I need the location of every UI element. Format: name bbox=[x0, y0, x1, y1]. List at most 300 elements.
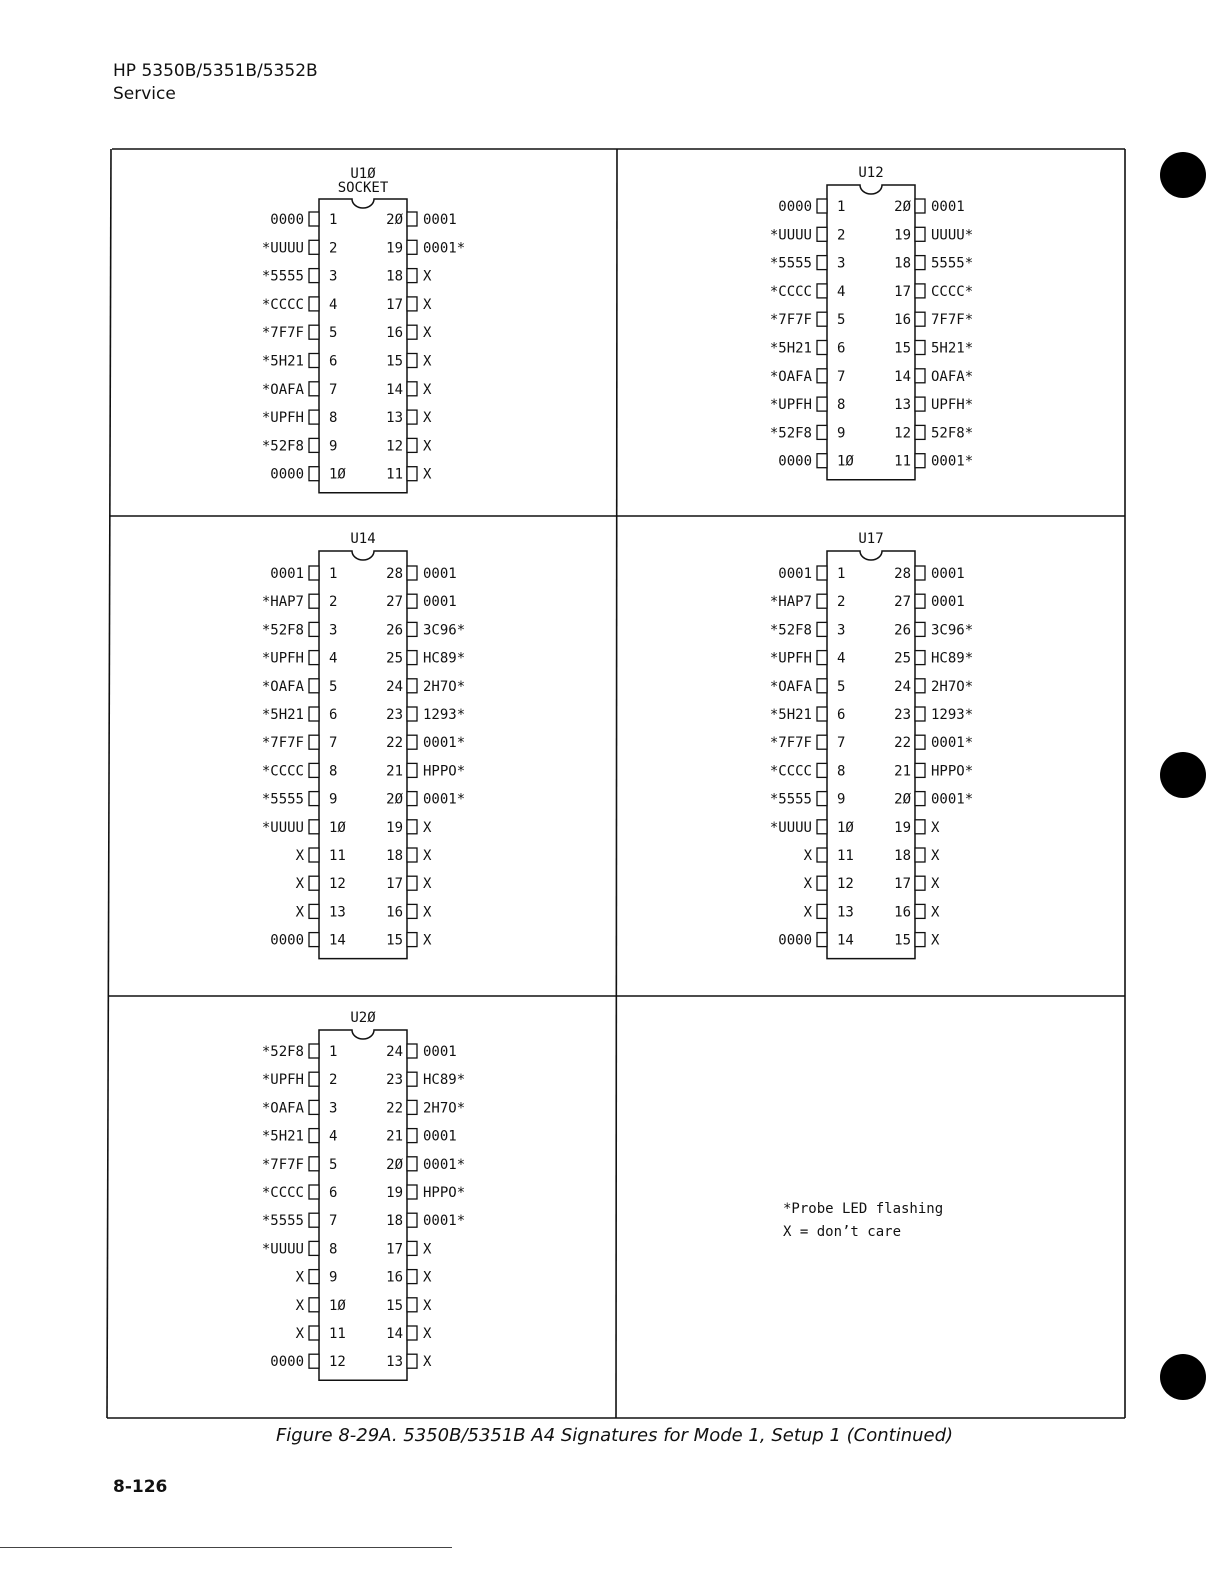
pin-signature: *CCCC bbox=[769, 763, 812, 780]
pin-signature: X bbox=[803, 876, 812, 893]
pin-square bbox=[309, 325, 319, 339]
pin-square bbox=[407, 297, 417, 311]
pin-square bbox=[915, 454, 925, 468]
pin-signature: X bbox=[423, 1269, 432, 1286]
pin-square bbox=[407, 1241, 417, 1255]
pin-signature: HPPO* bbox=[423, 763, 466, 780]
pin-number: 13 bbox=[386, 1354, 403, 1371]
pin-number: 3 bbox=[329, 1100, 338, 1117]
pin-signature: X bbox=[423, 932, 432, 949]
pin-square bbox=[309, 1044, 319, 1058]
pin-number: 7 bbox=[837, 368, 846, 385]
chip-sublabel: SOCKET bbox=[337, 180, 389, 196]
pin-signature: *OAFA bbox=[261, 381, 304, 398]
pin-number: 14 bbox=[386, 1326, 403, 1342]
pin-square bbox=[407, 1044, 417, 1058]
pin-number: 12 bbox=[837, 876, 854, 893]
pin-signature: HPPO* bbox=[931, 763, 974, 780]
pin-signature: X bbox=[423, 353, 432, 370]
pin-square bbox=[407, 622, 417, 636]
pin-number: 25 bbox=[386, 650, 403, 667]
pin-number: 13 bbox=[329, 904, 346, 921]
chip-label: U2Ø bbox=[350, 1010, 376, 1026]
pin-number: 4 bbox=[329, 650, 338, 667]
pin-number: 13 bbox=[837, 904, 854, 921]
pin-signature: X bbox=[931, 848, 940, 864]
pin-square bbox=[407, 566, 417, 580]
pin-signature: *7F7F bbox=[769, 312, 812, 329]
pin-square bbox=[915, 284, 925, 298]
pin-number: 22 bbox=[386, 735, 403, 752]
pin-signature: 5555* bbox=[931, 255, 974, 272]
pin-square bbox=[407, 1270, 417, 1284]
pin-signature: X bbox=[423, 848, 432, 864]
pin-square bbox=[915, 341, 925, 355]
pin-number: 6 bbox=[329, 1185, 338, 1201]
pin-square bbox=[817, 933, 827, 947]
pin-number: 22 bbox=[386, 1100, 403, 1117]
pin-signature: X bbox=[423, 1354, 432, 1371]
pin-number: 25 bbox=[894, 650, 911, 667]
pin-number: 12 bbox=[329, 876, 346, 893]
pin-square bbox=[915, 792, 925, 806]
pin-signature: X bbox=[423, 410, 432, 427]
pin-signature: *UUUU bbox=[261, 819, 304, 836]
pin-square bbox=[309, 212, 319, 226]
pin-number: 8 bbox=[329, 410, 338, 427]
pin-signature: 0001 bbox=[423, 594, 457, 611]
pin-number: 11 bbox=[837, 848, 854, 864]
pin-signature: X bbox=[423, 876, 432, 893]
binder-hole-bottom bbox=[1160, 1354, 1206, 1400]
pin-square bbox=[309, 594, 319, 608]
pin-signature: 0000 bbox=[270, 1354, 304, 1371]
pin-square bbox=[407, 269, 417, 283]
pin-signature: 0000 bbox=[778, 199, 812, 215]
chip-3 bbox=[770, 531, 973, 959]
pin-square bbox=[817, 820, 827, 834]
chip-1 bbox=[770, 165, 973, 480]
pin-signature: *5555 bbox=[769, 255, 812, 272]
pin-square bbox=[407, 212, 417, 226]
pin-signature: *52F8 bbox=[261, 1044, 304, 1060]
pin-square bbox=[407, 1129, 417, 1143]
pin-signature: X bbox=[803, 904, 812, 921]
pin-square bbox=[309, 382, 319, 396]
pin-number: 19 bbox=[894, 227, 911, 244]
pin-signature: X bbox=[295, 1326, 304, 1342]
pin-square bbox=[309, 467, 319, 481]
pin-number: 2 bbox=[329, 1072, 338, 1089]
pin-signature: *CCCC bbox=[261, 1185, 304, 1201]
pin-number: 2 bbox=[329, 594, 338, 611]
pin-signature: X bbox=[931, 932, 940, 949]
pin-signature: 0001* bbox=[931, 735, 974, 752]
pin-signature: 0001 bbox=[270, 566, 304, 582]
pin-number: 27 bbox=[894, 594, 911, 611]
pin-square bbox=[309, 876, 319, 890]
pin-number: 13 bbox=[894, 397, 911, 414]
pin-number: 2Ø bbox=[894, 199, 911, 215]
pin-signature: *5H21 bbox=[261, 353, 304, 370]
pin-square bbox=[915, 876, 925, 890]
pin-number: 17 bbox=[894, 876, 911, 893]
pin-number: 11 bbox=[894, 453, 911, 470]
pin-signature: 0001* bbox=[423, 735, 466, 752]
pin-signature: *5H21 bbox=[769, 340, 812, 357]
pin-number: 28 bbox=[894, 566, 911, 582]
pin-signature: UPFH* bbox=[931, 397, 974, 414]
pin-number: 8 bbox=[329, 763, 338, 780]
binder-hole-top bbox=[1160, 152, 1206, 198]
pin-number: 12 bbox=[894, 425, 911, 442]
pin-signature: 0001 bbox=[423, 1128, 457, 1145]
pin-signature: *7F7F bbox=[769, 735, 812, 752]
pin-signature: 2H7O* bbox=[423, 1100, 466, 1117]
pin-square bbox=[407, 1100, 417, 1114]
pin-signature: *UUUU bbox=[769, 227, 812, 244]
pin-signature: *5555 bbox=[261, 791, 304, 808]
pin-number: 23 bbox=[386, 1072, 403, 1089]
pin-signature: *UUUU bbox=[261, 1241, 304, 1258]
chip-2 bbox=[262, 531, 465, 959]
pin-number: 5 bbox=[837, 312, 846, 329]
pin-number: 7 bbox=[329, 381, 338, 398]
pin-square bbox=[407, 1298, 417, 1312]
pin-number: 16 bbox=[386, 904, 403, 921]
pin-signature: *52F8 bbox=[261, 438, 304, 455]
pin-number: 6 bbox=[329, 707, 338, 723]
pin-square bbox=[309, 933, 319, 947]
pin-square bbox=[817, 679, 827, 693]
pin-square bbox=[309, 1354, 319, 1368]
pin-square bbox=[407, 792, 417, 806]
pin-signature: 0001* bbox=[423, 791, 466, 808]
pin-signature: 52F8* bbox=[931, 425, 974, 442]
pin-number: 15 bbox=[386, 353, 403, 370]
pin-signature: X bbox=[423, 381, 432, 398]
pin-number: 5 bbox=[329, 325, 338, 342]
pin-number: 16 bbox=[894, 904, 911, 921]
pin-square bbox=[309, 410, 319, 424]
pin-square bbox=[309, 1298, 319, 1312]
pin-square bbox=[309, 1072, 319, 1086]
pin-square bbox=[915, 933, 925, 947]
pin-number: 14 bbox=[329, 932, 346, 949]
pin-square bbox=[915, 735, 925, 749]
pin-number: 4 bbox=[329, 1128, 338, 1145]
pin-signature: X bbox=[423, 904, 432, 921]
pin-signature: 1293* bbox=[931, 707, 974, 723]
pin-square bbox=[407, 848, 417, 862]
pin-square bbox=[309, 297, 319, 311]
pin-signature: *HAP7 bbox=[769, 594, 812, 611]
pin-number: 16 bbox=[386, 1269, 403, 1286]
pin-number: 13 bbox=[386, 410, 403, 427]
pin-square bbox=[915, 566, 925, 580]
pin-square bbox=[817, 622, 827, 636]
pin-signature: *5555 bbox=[261, 1213, 304, 1230]
pin-number: 14 bbox=[386, 381, 403, 398]
pin-signature: 0001* bbox=[931, 453, 974, 470]
pin-signature: X bbox=[423, 819, 432, 836]
pin-square bbox=[817, 284, 827, 298]
pin-square bbox=[915, 679, 925, 693]
binder-hole-middle bbox=[1160, 752, 1206, 798]
pin-signature: 0001 bbox=[423, 566, 457, 582]
legend-probe-note: *Probe LED flashing bbox=[783, 1201, 944, 1217]
pin-square bbox=[407, 354, 417, 368]
pin-signature: *7F7F bbox=[261, 735, 304, 752]
pin-square bbox=[309, 904, 319, 918]
pin-number: 16 bbox=[894, 312, 911, 329]
pin-number: 17 bbox=[386, 1241, 403, 1258]
pin-number: 12 bbox=[386, 438, 403, 455]
pin-square bbox=[309, 679, 319, 693]
pin-signature: X bbox=[423, 325, 432, 342]
pin-square bbox=[915, 622, 925, 636]
pin-signature: 3C96* bbox=[931, 622, 974, 639]
footer-rule bbox=[0, 1547, 452, 1548]
pin-signature: *UPFH bbox=[261, 1072, 304, 1089]
pin-number: 6 bbox=[837, 340, 846, 357]
pin-signature: 0001* bbox=[423, 1156, 466, 1173]
pin-square bbox=[407, 707, 417, 721]
pin-square bbox=[407, 325, 417, 339]
pin-number: 1 bbox=[329, 1044, 338, 1060]
pin-signature: *CCCC bbox=[261, 763, 304, 780]
pin-square bbox=[817, 904, 827, 918]
pin-signature: 0001 bbox=[931, 594, 965, 611]
pin-number: 8 bbox=[329, 1241, 338, 1258]
chip-4 bbox=[262, 1010, 465, 1380]
pin-signature: 0000 bbox=[778, 453, 812, 470]
pin-square bbox=[407, 876, 417, 890]
pin-signature: X bbox=[423, 466, 432, 483]
pin-signature: 0000 bbox=[270, 466, 304, 483]
pin-square bbox=[309, 1129, 319, 1143]
pin-signature: *OAFA bbox=[261, 1100, 304, 1117]
pin-signature: X bbox=[931, 904, 940, 921]
pin-signature: *7F7F bbox=[261, 1156, 304, 1173]
pin-square bbox=[309, 1213, 319, 1227]
pin-number: 19 bbox=[386, 1185, 403, 1201]
pin-signature: X bbox=[295, 848, 304, 864]
pin-signature: *5H21 bbox=[261, 707, 304, 723]
pin-number: 21 bbox=[894, 763, 911, 780]
pin-number: 11 bbox=[386, 466, 403, 483]
pin-square bbox=[817, 425, 827, 439]
pin-number: 15 bbox=[386, 932, 403, 949]
pin-signature: X bbox=[295, 876, 304, 893]
pin-signature: 0000 bbox=[778, 932, 812, 949]
pin-number: 1 bbox=[837, 199, 846, 215]
pin-signature: *5H21 bbox=[261, 1128, 304, 1145]
pin-number: 8 bbox=[837, 763, 846, 780]
pin-square bbox=[407, 1354, 417, 1368]
pin-signature: 0001* bbox=[931, 791, 974, 808]
chip-body bbox=[827, 551, 915, 959]
pin-number: 4 bbox=[329, 296, 338, 313]
pin-square bbox=[817, 763, 827, 777]
pin-square bbox=[407, 1326, 417, 1340]
pin-signature: HC89* bbox=[423, 1072, 466, 1089]
pin-number: 6 bbox=[329, 353, 338, 370]
pin-signature: X bbox=[423, 1297, 432, 1314]
pin-square bbox=[817, 256, 827, 270]
pin-number: 18 bbox=[894, 255, 911, 272]
pin-number: 27 bbox=[386, 594, 403, 611]
pin-number: 14 bbox=[837, 932, 854, 949]
pin-signature: 2H7O* bbox=[423, 678, 466, 695]
pin-signature: 0001 bbox=[931, 199, 965, 215]
pin-number: 7 bbox=[329, 735, 338, 752]
pin-number: 14 bbox=[894, 368, 911, 385]
pin-signature: 0001* bbox=[423, 240, 466, 257]
pin-square bbox=[407, 1213, 417, 1227]
pin-square bbox=[309, 1326, 319, 1340]
pin-square bbox=[309, 1241, 319, 1255]
pin-square bbox=[407, 1072, 417, 1086]
pin-signature: *52F8 bbox=[769, 425, 812, 442]
pin-number: 18 bbox=[894, 848, 911, 864]
pin-signature: *52F8 bbox=[261, 622, 304, 639]
pin-signature: *OAFA bbox=[769, 368, 812, 385]
pin-number: 9 bbox=[837, 791, 846, 808]
pin-number: 1Ø bbox=[329, 1297, 346, 1314]
figure-caption: Figure 8-29A. 5350B/5351B A4 Signatures for Mode 1, Setup 1 (Continued) bbox=[275, 1425, 954, 1446]
pin-number: 5 bbox=[837, 678, 846, 695]
grid-divider-vertical bbox=[616, 149, 617, 1418]
pin-square bbox=[817, 454, 827, 468]
pin-number: 19 bbox=[386, 240, 403, 257]
pin-square bbox=[309, 354, 319, 368]
pin-square bbox=[817, 707, 827, 721]
pin-square bbox=[915, 227, 925, 241]
pin-square bbox=[407, 438, 417, 452]
pin-signature: *OAFA bbox=[261, 678, 304, 695]
pin-square bbox=[309, 707, 319, 721]
pin-square bbox=[817, 735, 827, 749]
pin-number: 16 bbox=[386, 325, 403, 342]
pin-number: 24 bbox=[894, 678, 911, 695]
pin-signature: *UPFH bbox=[261, 650, 304, 667]
pin-signature: HC89* bbox=[423, 650, 466, 667]
pin-signature: 0001 bbox=[423, 212, 457, 228]
page-number: 8-126 bbox=[113, 1477, 168, 1497]
pin-number: 1 bbox=[837, 566, 846, 582]
pin-number: 2Ø bbox=[386, 212, 403, 228]
pin-signature: *UPFH bbox=[769, 397, 812, 414]
chip-body bbox=[319, 551, 407, 959]
pin-signature: X bbox=[423, 268, 432, 285]
pin-square bbox=[817, 397, 827, 411]
pin-signature: 5H21* bbox=[931, 340, 974, 357]
pin-square bbox=[817, 227, 827, 241]
pin-number: 18 bbox=[386, 848, 403, 864]
pin-signature: 0001 bbox=[423, 1044, 457, 1060]
pin-square bbox=[915, 199, 925, 213]
pin-signature: *5555 bbox=[769, 791, 812, 808]
pin-square bbox=[915, 256, 925, 270]
pin-square bbox=[915, 848, 925, 862]
pin-signature: X bbox=[295, 1297, 304, 1314]
pin-signature: 0001* bbox=[423, 1213, 466, 1230]
pin-square bbox=[915, 820, 925, 834]
document-section: Service bbox=[113, 84, 176, 104]
pin-signature: 3C96* bbox=[423, 622, 466, 639]
pin-number: 1Ø bbox=[837, 819, 854, 836]
pin-signature: 1293* bbox=[423, 707, 466, 723]
pin-number: 4 bbox=[837, 283, 846, 300]
pin-number: 9 bbox=[329, 438, 338, 455]
pin-signature: X bbox=[423, 1241, 432, 1258]
pin-square bbox=[407, 1185, 417, 1199]
pin-square bbox=[915, 425, 925, 439]
pin-number: 17 bbox=[894, 283, 911, 300]
pin-signature: 0001 bbox=[778, 566, 812, 582]
pin-number: 1Ø bbox=[837, 453, 854, 470]
pin-square bbox=[407, 410, 417, 424]
pin-signature: 0001 bbox=[931, 566, 965, 582]
document-title: HP 5350B/5351B/5352B bbox=[113, 61, 318, 81]
pin-signature: *UPFH bbox=[769, 650, 812, 667]
pin-number: 4 bbox=[837, 650, 846, 667]
pin-number: 1 bbox=[329, 212, 338, 228]
pin-number: 9 bbox=[329, 1269, 338, 1286]
pin-square bbox=[915, 594, 925, 608]
pin-square bbox=[407, 1157, 417, 1171]
pin-square bbox=[817, 848, 827, 862]
pin-square bbox=[817, 566, 827, 580]
pin-square bbox=[309, 240, 319, 254]
pin-signature: X bbox=[803, 848, 812, 864]
pin-square bbox=[915, 651, 925, 665]
pin-signature: *UUUU bbox=[769, 819, 812, 836]
pin-square bbox=[817, 594, 827, 608]
pin-number: 18 bbox=[386, 268, 403, 285]
pin-number: 15 bbox=[386, 1297, 403, 1314]
pin-square bbox=[309, 1100, 319, 1114]
pin-square bbox=[407, 679, 417, 693]
pin-number: 6 bbox=[837, 707, 846, 723]
pin-number: 11 bbox=[329, 1326, 346, 1342]
chip-0 bbox=[262, 166, 465, 493]
pin-square bbox=[817, 341, 827, 355]
pin-square bbox=[817, 792, 827, 806]
pin-square bbox=[309, 820, 319, 834]
pin-square bbox=[407, 763, 417, 777]
chip-label: U14 bbox=[350, 531, 376, 547]
grid-border-left bbox=[107, 149, 111, 1418]
pin-signature: *5555 bbox=[261, 268, 304, 285]
pin-signature: X bbox=[931, 819, 940, 836]
pin-signature: X bbox=[931, 876, 940, 893]
pin-number: 3 bbox=[329, 268, 338, 285]
pin-signature: *7F7F bbox=[261, 325, 304, 342]
pin-number: 8 bbox=[837, 397, 846, 414]
pin-square bbox=[915, 763, 925, 777]
pin-number: 2Ø bbox=[894, 791, 911, 808]
pin-square bbox=[309, 651, 319, 665]
pin-signature: *CCCC bbox=[261, 296, 304, 313]
pin-signature: *5H21 bbox=[769, 707, 812, 723]
pin-signature: *52F8 bbox=[769, 622, 812, 639]
pin-square bbox=[309, 1157, 319, 1171]
pin-square bbox=[817, 876, 827, 890]
pin-square bbox=[309, 735, 319, 749]
pin-number: 15 bbox=[894, 932, 911, 949]
